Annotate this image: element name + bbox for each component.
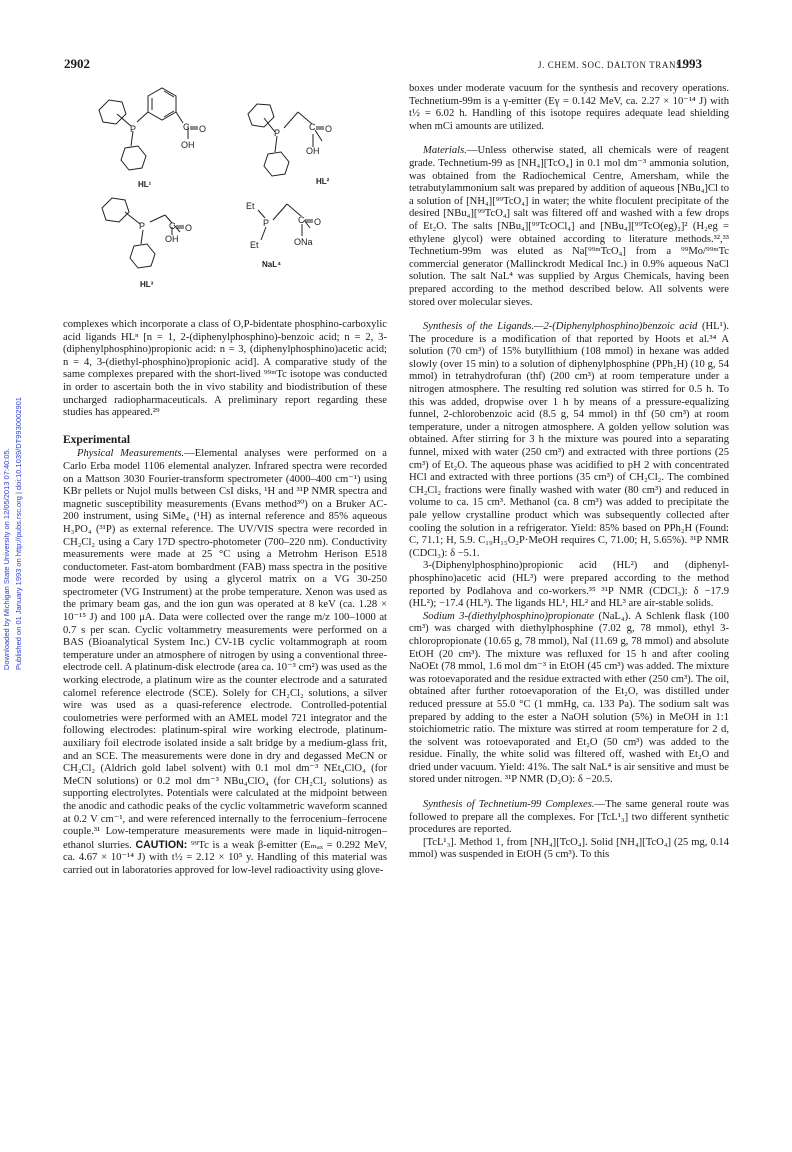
experimental-heading: Experimental [63,433,131,446]
hl1-label: HL¹ [138,180,152,189]
left-intro-paragraph: complexes which incorporate a class of O,P-bidentate phosphino-carboxylic acid ligands HLⁿ [n = 1, 2-(diphenylphosphino)-benzoic acid; n = 2, 3-(diphenylphosphino)propionic acid: n = 3, (diphenylphosphino)acetic acid; n = 4, 3-(diethyl-phosphino)propionic acid]. A comparative study of the same complexes prepared with the short-lived ⁹⁹ᵐTc isotope was conducted in order to ascertain both the in vivo stability and biodistribution of these uncharged radiopharmaceuticals. A preliminary report regarding these studies has appeared.²⁹ [63,319,387,419]
materials-title: Materials. [423,145,467,157]
hl1-oxygen: O [199,124,207,134]
method-1-paragraph: [TcL¹₃]. Method 1, from [NH₄][TcO₄]. Solid [NH₄][TcO₄] (25 mg, 0.14 mmol) was suspended in EtOH (5 cm³). To this [409,836,729,861]
nal4-oxygen: O [314,217,322,227]
right-column [409,83,729,862]
sodium-salt-text: (NaL₄). A Schlenk flask (100 cm³) was charged with diethylphosphine (7.02 g, 78 mmol), ethyl 3-chloropropionate (10.65 g, 78 mmol), NaI (11.69 g, 78 mmol) and absolute EtOH (20 cm³). The mixture was refluxed for 15 h and after cooling NaOEt (78 mmol, 1.6 mol dm⁻³ in EtOH (45 cm³) was added. The mixture was rotoevaporated and the residue extracted with ether (250 cm³). The oil, obtained after further rotoevaporation of the Et₂O, was distilled under reduced pressure at 55.0 °C (1 mmHg, ca. 133 Pa). The sodium salt was prepared by adding to the ester a NaOH solution (5%) in MeOH in 1:1 stoichiometric ratio. The mixture was stirred at room temperature for 2 d, the solvent was rotoevaporated and Et₂O (50 cm³) was added to the residue. Finally, the white solid was filtered off, washed with Et₂O and dried under vacuum. Yield: 41%. The salt NaL⁴ is air sensitive and must be stored under nitrogen. ³¹P NMR (D₂O): δ −20.5. [409,610,729,786]
nal4-carbon: C [298,215,305,225]
hl3-phosphorus: P [139,221,146,231]
hl2-carbon: C [309,122,316,132]
tc-complexes-title: Synthesis of Technetium-99 Complexes. [423,799,595,811]
caution-label: CAUTION: [135,838,188,851]
page-number: 2902 [64,56,90,71]
ligand-synthesis-text: (HL¹). The procedure is a modification of that reported by Hoots et al.³⁴ A solution (70 cm³) of 15% butyllithium (108 mmol) in hexane was added slowly (over 15 min) to a solution of diphenylphosphine (PPh₂H) (10 g, 54 mmol) in tetrahydrofuran (thf) (200 cm³) at room temperature under a nitrogen atmosphere. The resulting red solution was stirred for 0.5 h. To this was added, dropwise over 1 h by means of a pressure-equalizing funnel, 2-chlorobenzoic acid (8.5 g, 54 mmol) in thf (50 cm³) at room temperature, under a nitrogen atmosphere. A golden yellow solution was obtained. After stirring for 3 h the mixture was poured into a separating funnel, mixed with water (250 cm³) and extracted with three portions (25 cm³) of Et₂O. The aqueous phase was acidified to pH 2 with concentrated HCl and extracted with three portions (35 cm³) of CH₂Cl₂. The combined CH₂Cl₂ fractions were finally washed with water (80 cm³) and reduced in volume to ca. 15 cm³. Methanol (ca. 8 cm³) was added to precipitate the pale yellow crystalline product which was subsequently collected after cooling the solution in a refrigerator. Yield: 85% based on PPh₂H (Found: C, 71.1; H, 5.9. C₁₉H₁₅O₂P·MeOH requires C, 71.00; H, 5.65%). ³¹P NMR (CDCl₃): δ −5.1. [409,321,729,559]
nal4-ethyl-top: Et [246,201,255,211]
journal-title: J. CHEM. SOC. DALTON TRANS. [538,60,685,70]
materials-text: —Unless otherwise stated, all chemicals were of reagent grade. Technetium-99 as [NH₄][TcO₄] in 0.1 mol dm⁻³ ammonia solution, was obtained from the Radiochemical Centre, Amersham, while the tetrabutylammonium salt was prepared by addition of aqueous [NBu₄]Cl to a solution of [NH₄][⁹⁹TcO₄] in water; the white floculent precipitate of the desired [NBu₄][⁹⁹TcO₄] salt was filtered off and washed with a few drops of Et₂O. The salts [NBu₄][⁹⁹TcOCl₄] and [NBu₄][⁹⁹TcO(eg)₂]² (H₂eg = ethylene glycol) were obtained according to literature methods.³²,³³ Technetium-99m was eluted as Na[⁹⁹ᵐTcO₄] from a ⁹⁹Mo/⁹⁹ᵐTc commercial generator (Mallinckrodt Medical Inc.) in 0.9% aqueous NaCl solution. The salt NaL⁴ was supplied by Argus Chemicals, having been prepared according to the method described below. All solvents were stored over molecular sieves. [409,145,729,308]
physical-measurements-text: —Elemental analyses were performed on a Carlo Erba model 1106 elemental analyzer. Infrared spectra were recorded on a Mattson 3030 Fourier-transform spectrometer (4000–400 cm⁻¹) using KBr pellets or Nujol mulls between CsI disks, ¹H and ³¹P NMR spectra and magnetic susceptibility measurements (Evans method³⁰) on a Bruker AC-200 instrument, using SiMe₄ (¹H) as internal reference and 85% aqueous H₃PO₄ (³¹P) as external reference. The UV/VIS spectra were recorded in CH₂Cl₂ using a Cary 17D spectro-photometer (700–220 nm). Conductivity measurements were made at 25 °C using a Metrohm Herison E518 conductometer. Fast-atom bombardment (FAB) mass spectra in the positive mode were recorded by using a glycerol matrix on a VG 30-250 spectrometer (VG Instrument) at the probe temperature. Xenon was used as the primary beam gas, and the ion gun was operated at 8 keV (ca. 1.28 × 10⁻¹⁵ J) and 100 μA. Data were collected over the range m/z 100–1000 at 0.7 s per scan. Cyclic voltammetry measurements were performed on a BAS (Bioanalytical System Inc.) CV-1B cyclic voltammograph at room temperature under an atmosphere of nitrogen by using a conventional three-electrode cell. A platinum-disk electrode (area ca. 10⁻³ cm²) was used as the working electrode, a platinum wire as the counter electrode and a saturated calomel reference electrode (SCE). Solely for CH₂Cl₂ solutions, a silver wire was used as a quasi-reference electrode. Controlled-potential coulometries were performed with an AMEL model 721 integrator and the following electrodes: platinum-spiral wire working electrode, platinum-auxiliary foil electrode isolated inside a salt bridge by a medium-glass frit, and an SCE. The measurements were done in dry and degassed MeCN or CH₂Cl₂ (Aldrich gold label solvent) with 0.1 mol dm⁻³ NEt₄ClO₄ (for MeCN solutions) or 0.2 mol dm⁻³ NBu₄ClO₄ (for CH₂Cl₂ solutions) as supporting electrolytes. Potentials were calculated at the midpoint between the anodic and cathodic peaks of the cyclic voltammetric waveform scanned at 0.2 V cm⁻¹, and were referenced internally to the ferrocenium–ferrocene couple.³¹ Low-temperature measurements were made in liquid-nitrogen–ethanol slurries. [63,448,387,851]
hl2-phosphorus: P [274,128,281,138]
ligand-structures-figure [80,72,380,302]
nal4-ethyl-bottom: Et [250,240,259,250]
hl1-phosphorus: P [130,124,137,134]
side-note-line-2[interactable]: Published on 01 January 1993 on http://pubs.rsc.org | doi:10.1039/DT9930002901 [14,397,23,670]
hl2-label: HL² [316,177,330,186]
hl2-hl3-paragraph: 3-(Diphenylphosphino)propionic acid (HL²) and (diphenyl-phosphino)acetic acid (HL³) were prepared according to the method reported by Podlahova and co-workers.³⁵ ³¹P NMR (CDCl₃): δ −17.9 (HL²); −17.4 (HL³). The ligands HL¹, HL² and HL³ are air-stable solids. [409,560,729,610]
hl3-oxygen: O [185,223,193,233]
tc-complexes-text: —The same general route was followed to prepare all the complexes. For [TcL¹₃] two different synthetic procedures are reported. [409,799,729,836]
ligand-structures-svg [80,72,380,302]
left-column [63,319,387,878]
physical-measurements-paragraph [63,448,387,877]
ligand-synthesis-paragraph [409,321,729,560]
journal-year: 1993 [676,56,702,71]
nal4-phosphorus: P [263,218,270,228]
tc-complexes-paragraph [409,799,729,837]
caution-text: ⁹⁹Tc is a weak β-emitter (Eₘₐₓ = 0.292 MeV, ca. 4.67 × 10⁻¹⁴ J) with t½ = 2.12 × 10⁵ y. Handling of this material was carried out in laboratories approved for low-level radioactivity using glove- [63,839,387,876]
physical-measurements-title: Physical Measurements. [77,448,185,460]
hl2-hydroxyl: OH [306,146,320,156]
hl1-carbon: C [183,122,190,132]
side-note-line-1[interactable]: Downloaded by Michigan State University on 12/05/2013 07:40:05. [2,448,11,670]
materials-paragraph [409,145,729,309]
sodium-salt-paragraph [409,611,729,787]
ligand-synthesis-title: Synthesis of the Ligands.—2-(Diphenylphosphino)benzoic acid [423,321,698,333]
hl3-carbon: C [169,221,176,231]
download-side-note [2,310,26,670]
hl3-label: HL³ [140,280,154,289]
hl1-hydroxyl: OH [181,140,195,150]
hl2-oxygen: O [325,124,333,134]
sodium-salt-title: Sodium 3-(diethylphosphino)propionate [423,610,595,622]
hl3-hydroxyl: OH [165,234,179,244]
right-intro-paragraph: boxes under moderate vacuum for the synthesis and recovery operations. Technetium-99m is a γ-emitter (Eγ = 0.142 MeV, ca. 2.27 × 10⁻¹⁴ J) with t½ = 6.02 h. Handling of this isotope requires adequate lead shielding when mCi amounts are utilized. [409,83,729,132]
nal4-sodium-oxide: ONa [294,237,313,247]
nal4-label: NaL⁴ [262,260,282,269]
